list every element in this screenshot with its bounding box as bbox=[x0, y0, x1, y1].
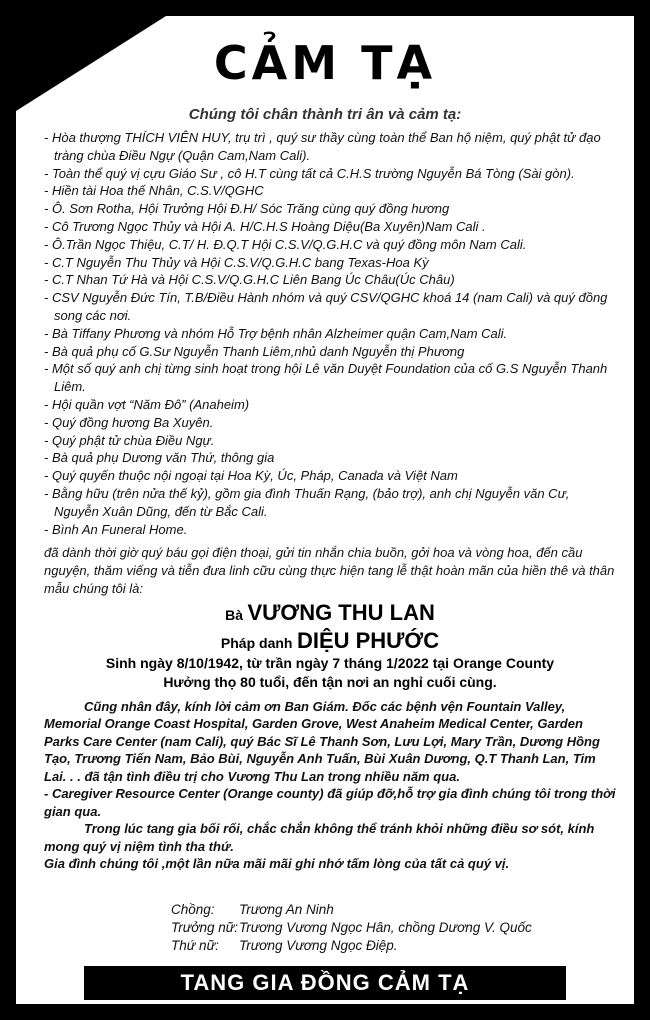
deceased-name: VƯƠNG THU LAN bbox=[247, 599, 435, 625]
apology-text: Trong lúc tang gia bối rối, chắc chắn không thể tránh khỏi những điều sơ sót, kính mong quý vị niệm tình tha thứ. bbox=[44, 821, 595, 854]
list-item: - Cô Trương Ngọc Thủy và Hội A. H/C.H.S Hoàng Diệu(Ba Xuyên)Nam Cali . bbox=[44, 218, 616, 236]
apology-paragraph bbox=[44, 820, 616, 855]
dharma-prefix: Pháp danh bbox=[220, 634, 293, 651]
list-item: - CSV Nguyễn Đức Tín, T.B/Điều Hành nhóm và quý CSV/QGHC khoá 14 (nam Cali) và quý đồng song các nơi. bbox=[44, 289, 616, 325]
list-item: - Bà quả phụ Dương văn Thứ, thông gia bbox=[44, 449, 616, 467]
family-member-name: Trương Vương Ngọc Điệp. bbox=[239, 938, 398, 953]
service-paragraph: đã dành thời giờ quý báu gọi điện thoại, gửi tin nhắn chia buồn, gởi hoa và vòng hoa, đến cầu nguyện, thăm viếng và tiễn đưa linh cữu cùng thực hiện tang lễ thật hoàn mãn của hiền thê và thân mẫu chúng tôi là: bbox=[44, 545, 615, 596]
list-item: - Toàn thể quý vị cựu Giáo Sư , cô H.T cùng tất cả C.H.S trường Nguyễn Bá Tòng (Sài gòn). bbox=[44, 165, 616, 183]
list-item: - Bằng hữu (trên nửa thế kỷ), gồm gia đình Thuấn Rạng, (bảo trợ), anh chị Nguyễn văn Cư, Nguyễn Xuân Dũng, đến từ Bắc Cali. bbox=[44, 485, 616, 521]
hospital-thanks-text: Cũng nhân đây, kính lời cảm ơn Ban Giám. Đốc các bệnh vện Fountain Valley, Memorial Orange Coast Hospital, Garden Grove, West Anaheim Medical Center, Garden Parks Care Center (nam Cali), quý Bác Sĩ Lê Thanh Sơn, Lưu Lợi, Mary Trần, Dương Hồng Tạo, Trương Tiến Nam, Bảo Bùi, Nguyễn Anh Tuấn, Bùi Xuân Dương, Q.T Thanh Lan, Tim Lai. . . đã tận tình điều trị cho Vương Thu Lan trong nhiều năm qua. bbox=[44, 698, 600, 784]
family-member-name: Trương An Ninh bbox=[239, 902, 334, 917]
deceased-prefix: Bà bbox=[225, 606, 244, 623]
closing-banner: TANG GIA ĐỒNG CẢM TẠ bbox=[84, 966, 566, 1000]
list-item: - Bình An Funeral Home. bbox=[44, 521, 616, 539]
age-line: Hưởng thọ 80 tuổi, đến tận nơi an nghỉ cuối cùng. bbox=[163, 673, 497, 690]
list-item: - Quý phật tử chùa Điều Ngự. bbox=[44, 432, 616, 450]
caregiver-paragraph: - Caregiver Resource Center (Orange county) đã giúp đỡ,hỗ trợ gia đình chúng tôi trong thời gian qua. bbox=[44, 786, 616, 819]
dharma-name-line bbox=[44, 628, 616, 654]
notice-content bbox=[44, 129, 616, 873]
intro-line: Chúng tôi chân thành tri ân và cảm tạ: bbox=[188, 106, 462, 123]
closing-paragraph: Gia đình chúng tôi ,một lần nữa mãi mãi ghi nhớ tấm lòng của tất cả quý vị. bbox=[44, 856, 510, 872]
list-item: - Hiền tài Hoa thế Nhân, C.S.V/QGHC bbox=[44, 182, 616, 200]
list-item: - Hòa thượng THÍCH VIÊN HUY, trụ trì , quý sư thầy cùng toàn thể Ban hộ niệm, quý phật tử đạo tràng chùa Điều Ngự (Quận Cam,Nam Cali). bbox=[44, 129, 616, 165]
list-item: - Hội quần vợt “Năm Đô” (Anaheim) bbox=[44, 396, 616, 414]
list-item: - C.T Nhan Tứ Hà và Hội C.S.V/Q.G.H.C Liên Bang Úc Châu(Úc Châu) bbox=[44, 271, 616, 289]
list-item: - C.T Nguyễn Thu Thủy và Hội C.S.V/Q.G.H.C bang Texas-Hoa Kỳ bbox=[44, 254, 616, 272]
list-item: - Ô. Sơn Rotha, Hội Trưởng Hội Đ.H/ Sóc Trăng cùng quý đồng hương bbox=[44, 200, 616, 218]
hospital-thanks-paragraph bbox=[44, 698, 616, 786]
family-row-second-daughter bbox=[171, 937, 532, 955]
life-dates: Sinh ngày 8/10/1942, từ trần ngày 7 tháng 1/2022 tại Orange County bbox=[105, 654, 555, 671]
family-member-name: Trương Vương Ngọc Hân, chồng Dương V. Quốc bbox=[239, 920, 532, 935]
family-label: Thứ nữ: bbox=[171, 938, 219, 953]
family-row-eldest-daughter bbox=[171, 919, 532, 937]
notice-title: CẢM TẠ bbox=[213, 36, 437, 90]
family-label: Chồng: bbox=[171, 902, 215, 917]
list-item: - Bà quả phụ cố G.Sư Nguyễn Thanh Liêm,nhủ danh Nguyễn thị Phương bbox=[44, 343, 616, 361]
family-row-husband bbox=[171, 901, 532, 919]
dharma-name: DIỆU PHƯỚC bbox=[296, 627, 440, 653]
family-label: Trưởng nữ: bbox=[171, 920, 239, 935]
list-item: - Quý đồng hương Ba Xuyên. bbox=[44, 414, 616, 432]
family-signatures bbox=[171, 901, 532, 955]
list-item: - Quý quyến thuộc nội ngoại tại Hoa Kỳ, Úc, Pháp, Canada và Việt Nam bbox=[44, 467, 616, 485]
list-item: - Một số quý anh chị từng sinh hoạt trong hội Lê văn Duyệt Foundation của cố G.S Nguyễn Thanh Liêm. bbox=[44, 360, 616, 396]
thanks-list bbox=[44, 129, 616, 538]
deceased-name-line bbox=[44, 600, 616, 626]
list-item: - Bà Tiffany Phương và nhóm Hỗ Trợ bệnh nhân Alzheimer quận Cam,Nam Cali. bbox=[44, 325, 616, 343]
notice-page bbox=[16, 16, 634, 1004]
list-item: - Ô.Trần Ngọc Thiệu, C.T/ H. Đ.Q.T Hội C.S.V/Q.G.H.C và quý đồng môn Nam Cali. bbox=[44, 236, 616, 254]
